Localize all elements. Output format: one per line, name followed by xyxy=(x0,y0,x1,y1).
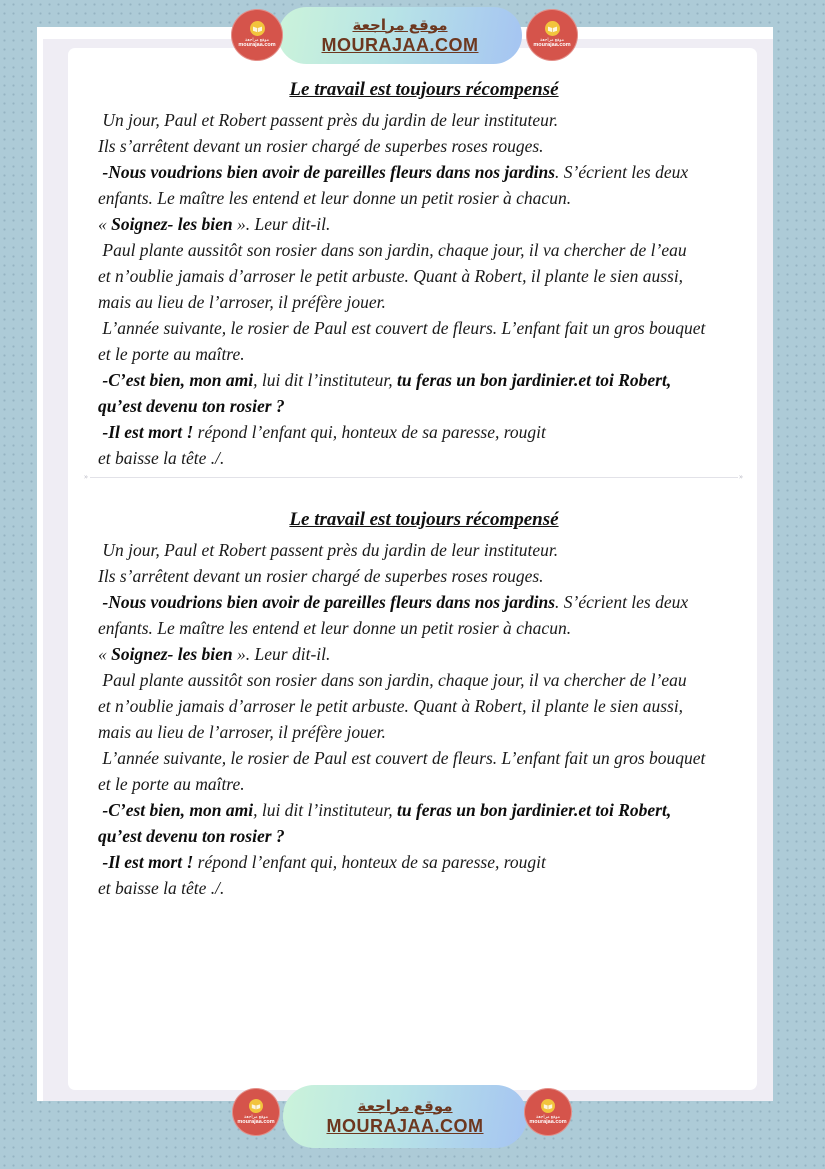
text-segment: et le porte au maître. xyxy=(98,344,245,364)
text-segment: Soignez- les bien xyxy=(111,214,233,234)
document-sheet xyxy=(37,27,773,1101)
story-line xyxy=(98,615,750,641)
story-line xyxy=(98,237,750,263)
story-section-2 xyxy=(98,508,750,901)
story-line xyxy=(98,211,750,237)
story-line xyxy=(98,419,750,445)
text-segment: « xyxy=(98,214,112,234)
text-segment: Paul plante aussitôt son rosier dans son jardin, chaque jour, il va chercher de l’eau xyxy=(98,670,687,690)
text-segment: répond l’enfant qui, honteux de sa paresse, rougit xyxy=(193,852,546,872)
text-segment: -C’est bien, mon ami xyxy=(102,370,254,390)
story-line xyxy=(98,849,750,875)
text-segment: mais au lieu de l’arroser, il préfère jouer. xyxy=(98,722,386,742)
divider-tick-left: » xyxy=(84,472,88,481)
logo-caption-arabic: موقع مراجعة xyxy=(539,37,565,42)
story-line xyxy=(98,563,750,589)
text-segment: enfants. Le maître les entend et leur donne un petit rosier à chacun. xyxy=(98,188,572,208)
story-line xyxy=(98,745,750,771)
story-line xyxy=(98,263,750,289)
text-segment: Ils s’arrêtent devant un rosier chargé de superbes roses rouges. xyxy=(98,566,544,586)
logo-caption-domain: mourajaa.com xyxy=(533,42,571,48)
text-segment: ». Leur dit-il. xyxy=(232,644,331,664)
text-segment: qu’est devenu ton rosier ? xyxy=(98,826,285,846)
text-segment: , lui dit l’instituteur, xyxy=(253,800,397,820)
text-segment: -Il est mort ! xyxy=(102,852,194,872)
section-divider xyxy=(84,472,743,481)
text-segment: . S’écrient les deux xyxy=(555,162,689,182)
story-line xyxy=(98,107,750,133)
text-segment: Ils s’arrêtent devant un rosier chargé de superbes roses rouges. xyxy=(98,136,544,156)
text-segment: -C’est bien, mon ami xyxy=(102,800,254,820)
site-domain-link[interactable]: MOURAJAA.COM xyxy=(321,34,479,55)
text-segment: et baisse la tête ./. xyxy=(98,448,225,468)
text-segment: , lui dit l’instituteur, xyxy=(253,370,397,390)
text-segment: -Nous voudrions bien avoir de pareilles fleurs dans nos jardins xyxy=(102,592,556,612)
site-logo-right xyxy=(524,1088,572,1136)
logo-caption-arabic: موقع مراجعة xyxy=(535,1113,561,1119)
story-line xyxy=(98,641,750,667)
site-logo-right xyxy=(526,9,578,61)
story-line xyxy=(98,823,750,849)
open-book-icon xyxy=(541,1099,555,1113)
story-line xyxy=(98,875,750,901)
story-line xyxy=(98,133,750,159)
story-line xyxy=(98,537,750,563)
logo-caption-domain: mourajaa.com xyxy=(238,42,276,48)
text-segment: répond l’enfant qui, honteux de sa paresse, rougit xyxy=(193,422,546,442)
banner-pill-bottom xyxy=(283,1085,527,1148)
site-domain-link[interactable]: MOURAJAA.COM xyxy=(326,1115,484,1136)
text-segment: Paul plante aussitôt son rosier dans son jardin, chaque jour, il va chercher de l’eau xyxy=(98,240,687,260)
site-name-arabic-link[interactable]: موقع مراجعة xyxy=(357,1097,453,1115)
story-line xyxy=(98,719,750,745)
open-book-icon xyxy=(250,21,265,36)
story-line xyxy=(98,289,750,315)
text-segment: et n’oublie jamais d’arroser le petit arbuste. Quant à Robert, il plante le sien aussi, xyxy=(98,266,684,286)
story-line xyxy=(98,771,750,797)
logo-caption-arabic: موقع مراجعة xyxy=(244,37,270,42)
scan-content xyxy=(68,48,757,1090)
text-segment: enfants. Le maître les entend et leur donne un petit rosier à chacun. xyxy=(98,618,572,638)
site-name-arabic-link[interactable]: موقع مراجعة xyxy=(352,16,448,34)
open-book-icon xyxy=(545,21,560,36)
text-segment: qu’est devenu ton rosier ? xyxy=(98,396,285,416)
logo-caption-domain: mourajaa.com xyxy=(529,1118,567,1125)
text-segment: et baisse la tête ./. xyxy=(98,878,225,898)
site-banner-top xyxy=(231,7,578,69)
story-line xyxy=(98,667,750,693)
story-line xyxy=(98,797,750,823)
text-segment: tu feras un bon jardinier.et toi Robert, xyxy=(396,370,672,390)
story-title: Le travail est toujours récompensé xyxy=(289,79,559,100)
story-line xyxy=(98,589,750,615)
text-segment: L’année suivante, le rosier de Paul est couvert de fleurs. L’enfant fait un gros bouquet xyxy=(98,748,706,768)
story-line xyxy=(98,693,750,719)
text-segment: L’année suivante, le rosier de Paul est couvert de fleurs. L’enfant fait un gros bouquet xyxy=(98,318,706,338)
site-logo-left xyxy=(232,1088,280,1136)
text-segment: Soignez- les bien xyxy=(111,644,233,664)
text-segment: et n’oublie jamais d’arroser le petit arbuste. Quant à Robert, il plante le sien aussi, xyxy=(98,696,684,716)
text-segment: Un jour, Paul et Robert passent près du jardin de leur instituteur. xyxy=(98,540,559,560)
banner-pill-top xyxy=(278,7,522,64)
story-line xyxy=(98,393,750,419)
open-book-icon xyxy=(249,1099,263,1113)
story-line xyxy=(98,315,750,341)
story-line xyxy=(98,185,750,211)
story-line xyxy=(98,159,750,185)
divider-tick-right: » xyxy=(739,472,743,481)
logo-caption-arabic: موقع مراجعة xyxy=(243,1113,269,1119)
text-segment: et le porte au maître. xyxy=(98,774,245,794)
story-line xyxy=(98,367,750,393)
text-segment: « xyxy=(98,644,112,664)
text-segment: . S’écrient les deux xyxy=(555,592,689,612)
site-banner-bottom xyxy=(230,1082,577,1154)
site-logo-left xyxy=(231,9,283,61)
story-line xyxy=(98,445,750,471)
text-segment: -Il est mort ! xyxy=(102,422,194,442)
story-line xyxy=(98,341,750,367)
logo-caption-domain: mourajaa.com xyxy=(237,1118,275,1125)
text-segment: mais au lieu de l’arroser, il préfère jouer. xyxy=(98,292,386,312)
text-segment: ». Leur dit-il. xyxy=(232,214,331,234)
text-segment: Un jour, Paul et Robert passent près du jardin de leur instituteur. xyxy=(98,110,559,130)
story-title: Le travail est toujours récompensé xyxy=(289,509,559,530)
text-segment: tu feras un bon jardinier.et toi Robert, xyxy=(396,800,672,820)
story-section-1 xyxy=(98,78,750,471)
text-segment: -Nous voudrions bien avoir de pareilles fleurs dans nos jardins xyxy=(102,162,556,182)
